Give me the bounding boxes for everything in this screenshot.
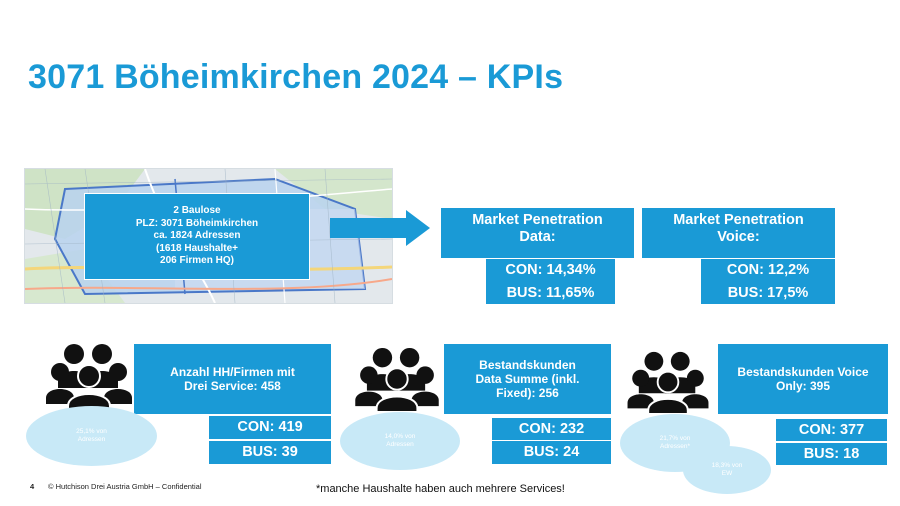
people-group-icon (625, 350, 711, 419)
kpi2-oval-line: Adressen (386, 441, 414, 448)
baulose-line: ca. 1824 Adressen (153, 230, 241, 242)
mp-voice-bus: BUS: 17,5% (701, 282, 835, 304)
people-group-icon (353, 346, 441, 417)
kpi3-bus: BUS: 18 (776, 443, 887, 465)
mp-data-bus: BUS: 11,65% (486, 282, 615, 304)
kpi3-head-line: Bestandskunden Voice (737, 365, 869, 379)
kpi3-oval-line: 21,7% von (659, 435, 691, 442)
kpi2-bus: BUS: 24 (492, 441, 611, 464)
kpi2-oval-line: 14,0% von (384, 433, 416, 440)
kpi3-ew-oval (683, 446, 771, 494)
market-penetration-voice-header (642, 208, 835, 258)
mp-data-head-line: Data: (519, 229, 556, 245)
kpi-voice-customers-header (718, 344, 888, 414)
kpi1-bus: BUS: 39 (209, 441, 331, 464)
kpi3-oval2-line: 18,3% von (711, 462, 743, 469)
kpi1-percentage-oval (26, 406, 157, 466)
kpi1-con: CON: 419 (209, 416, 331, 439)
mp-data-con: CON: 14,34% (486, 259, 615, 282)
kpi2-head-line: Data Summe (inkl. (475, 372, 580, 386)
kpi1-head-line: Anzahl HH/Firmen mit (170, 365, 295, 379)
baulose-line: PLZ: 3071 Böheimkirchen (135, 217, 259, 229)
kpi3-head-line: Only: 395 (775, 379, 831, 393)
people-group-icon (44, 342, 134, 415)
kpi3-oval-line: Adressen* (660, 443, 690, 450)
kpi2-percentage-oval (340, 412, 460, 470)
mp-voice-head-line: Voice: (717, 229, 760, 245)
market-penetration-data-header (441, 208, 634, 258)
page-number: 4 (30, 482, 35, 491)
kpi1-head-line: Drei Service: 458 (184, 379, 281, 393)
kpi-data-customers-header (444, 344, 611, 414)
baulose-line: (1618 Haushalte+ (156, 242, 238, 254)
baulose-info-box (84, 193, 310, 280)
kpi3-oval2-line: EW (721, 470, 733, 477)
baulose-line: 2 Baulose (173, 205, 221, 217)
mp-data-head-line: Market Penetration (472, 212, 603, 228)
arrow-right-icon (330, 208, 430, 253)
copyright-text: © Hutchison Drei Austria GmbH – Confidential (48, 482, 202, 491)
mp-voice-head-line: Market Penetration (673, 212, 804, 228)
baulose-line: 206 Firmen HQ) (160, 255, 234, 267)
kpi2-head-line: Bestandskunden (479, 358, 576, 372)
kpi1-oval-line: 25,1% von (76, 428, 107, 435)
kpi1-oval-line: Adressen (77, 436, 106, 443)
kpi-households-header (134, 344, 331, 414)
kpi3-con: CON: 377 (776, 419, 887, 441)
mp-voice-con: CON: 12,2% (701, 259, 835, 282)
page-title: 3071 Böheimkirchen 2024 – KPIs (28, 58, 564, 96)
kpi2-con: CON: 232 (492, 418, 611, 440)
footnote-text: *manche Haushalte haben auch mehrere Services! (316, 483, 565, 495)
kpi2-head-line: Fixed): 256 (496, 386, 559, 400)
